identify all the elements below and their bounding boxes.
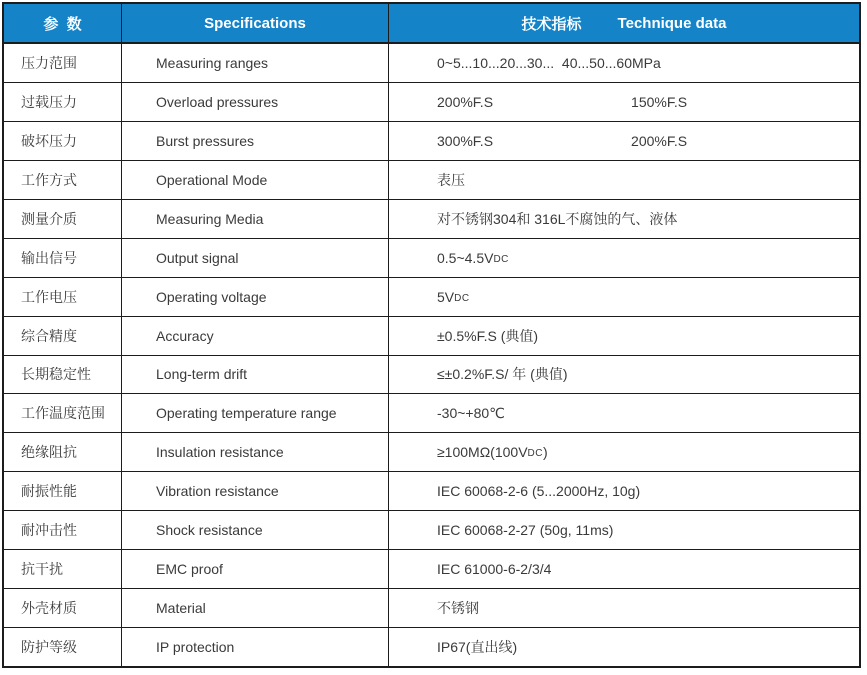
table-row: [4, 317, 859, 356]
header-technique-data: [388, 4, 859, 42]
value-cell: [388, 628, 859, 666]
value-cell: [388, 83, 859, 121]
parameter-en-cell: Material: [121, 589, 388, 627]
value-segment: IEC 61000-6-2/3/4: [437, 561, 552, 578]
parameter-en-cell: Vibration resistance: [121, 472, 388, 510]
value-segment: ≥100MΩ(100V: [437, 444, 528, 461]
value-segment: 0.5~4.5V: [437, 249, 494, 266]
value-segment: ±0.5%F.S (典值): [437, 327, 539, 344]
value-segment-small: DC: [454, 292, 470, 304]
parameter-zh-cell: 综合精度: [21, 327, 77, 344]
table-row: [4, 433, 859, 472]
parameter-zh-cell: 输出信号: [21, 249, 77, 266]
table-header: [4, 4, 859, 44]
parameter-zh-cell: 耐冲击性: [21, 522, 77, 539]
parameter-en-cell: Shock resistance: [121, 511, 388, 549]
value-segment: IP67(直出线): [437, 639, 518, 656]
value-cell: [388, 550, 859, 588]
parameter-zh-cell: 防护等级: [21, 639, 77, 656]
value-cell: [388, 472, 859, 510]
value-cell: [388, 161, 859, 199]
value-segment: ≤±0.2%F.S/ 年 (典值): [437, 366, 568, 383]
table-row: [4, 278, 859, 317]
table-row: [4, 472, 859, 511]
table-row: [4, 44, 859, 83]
value-gap-spacer: [493, 101, 631, 102]
table-row: [4, 239, 859, 278]
parameter-zh-cell: 破坏压力: [21, 132, 77, 149]
value-segment: 200%F.S: [631, 132, 688, 149]
specifications-table: [2, 2, 861, 668]
value-segment: 不锈钢: [437, 600, 479, 617]
parameter-en-cell: Operating voltage: [121, 278, 388, 316]
parameter-en-cell: Long-term drift: [121, 356, 388, 394]
value-cell: [388, 589, 859, 627]
table-row: [4, 628, 859, 666]
parameter-zh-cell: 压力范围: [21, 54, 77, 71]
value-segment: 表压: [437, 171, 465, 188]
parameter-zh-cell: 绝缘阻抗: [21, 444, 77, 461]
value-segment: 对不锈钢304和 316L不腐蚀的气、液体: [437, 210, 678, 227]
value-cell: [388, 356, 859, 394]
parameter-en-cell: Insulation resistance: [121, 433, 388, 471]
parameter-en-cell: Output signal: [121, 239, 388, 277]
parameter-zh-cell: 外壳材质: [21, 600, 77, 617]
parameter-zh-cell: 测量介质: [21, 210, 77, 227]
parameter-en-cell: Measuring ranges: [121, 44, 388, 82]
value-cell: [388, 239, 859, 277]
table-row: [4, 83, 859, 122]
parameter-zh-cell: 长期稳定性: [21, 366, 91, 383]
value-segment: 300%F.S: [437, 132, 494, 149]
parameter-en-cell: Operating temperature range: [121, 394, 388, 432]
value-cell: [388, 44, 859, 82]
table-row: [4, 550, 859, 589]
value-segment-small: DC: [493, 253, 509, 265]
table-row: [4, 122, 859, 161]
value-segment-small: DC: [527, 448, 543, 460]
value-segment: 5V: [437, 288, 455, 305]
parameter-zh-cell: 抗干扰: [21, 561, 63, 578]
value-gap-spacer: [493, 140, 631, 141]
value-segment: 150%F.S: [631, 93, 688, 110]
value-segment: 200%F.S: [437, 93, 494, 110]
parameter-en-cell: Burst pressures: [121, 122, 388, 160]
parameter-zh-cell: 耐振性能: [21, 483, 77, 500]
table-row: [4, 394, 859, 433]
parameter-zh-cell: 工作温度范围: [21, 405, 105, 422]
parameter-en-cell: Operational Mode: [121, 161, 388, 199]
value-cell: [388, 511, 859, 549]
value-segment: -30~+80℃: [437, 404, 505, 421]
value-segment: 0~5...10...20...30... 40...50...60MPa: [437, 54, 661, 71]
value-cell: [388, 200, 859, 238]
table-row: [4, 356, 859, 395]
table-body: [4, 44, 859, 666]
table-row: [4, 589, 859, 628]
parameter-zh-cell: 工作电压: [21, 288, 77, 305]
parameter-en-cell: Measuring Media: [121, 200, 388, 238]
table-row: [4, 200, 859, 239]
value-cell: [388, 278, 859, 316]
parameter-en-cell: Accuracy: [121, 317, 388, 355]
header-parameters: 参 数: [43, 15, 82, 33]
value-segment: IEC 60068-2-6 (5...2000Hz, 10g): [437, 483, 641, 500]
parameter-en-cell: IP protection: [121, 628, 388, 666]
parameter-en-cell: EMC proof: [121, 550, 388, 588]
parameter-zh-cell: 过载压力: [21, 93, 77, 110]
value-cell: [388, 394, 859, 432]
value-cell: [388, 433, 859, 471]
table-row: [4, 161, 859, 200]
parameter-en-cell: Overload pressures: [121, 83, 388, 121]
value-cell: [388, 122, 859, 160]
value-segment: ): [542, 444, 548, 461]
table-row: [4, 511, 859, 550]
parameter-zh-cell: 工作方式: [21, 171, 77, 188]
value-cell: [388, 317, 859, 355]
header-specifications: Specifications: [121, 4, 388, 42]
value-segment: IEC 60068-2-27 (50g, 11ms): [437, 522, 614, 539]
header-technique-zh: 技术指标: [521, 15, 582, 33]
header-technique-en: Technique data: [617, 14, 727, 32]
